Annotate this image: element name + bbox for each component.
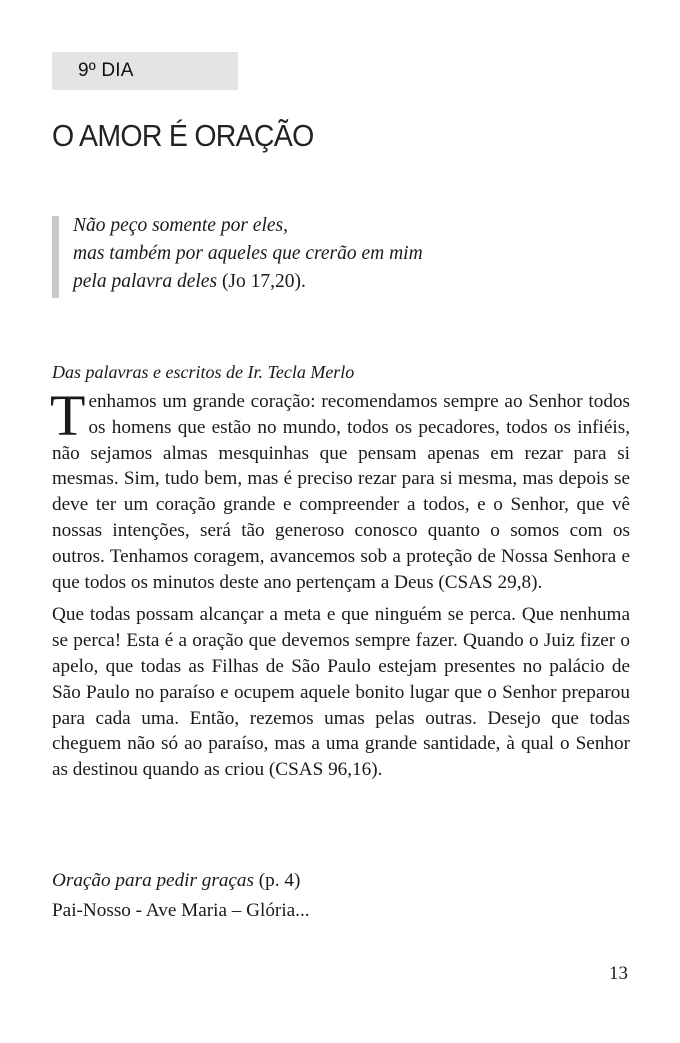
epigraph-line: pela palavra deles: [73, 271, 218, 292]
epigraph-lines: [73, 212, 423, 296]
paragraph: Que todas possam alcançar a meta e que ninguém se perca. Que nenhuma se perca! Esta é a oração que devemos sempre fazer. Quando o Juiz fizer o apelo, que todas as Filhas de São Paulo estejam presentes no palácio de São Paulo no paraíso e ocupem aquele bonito lugar que o Senhor preparou para cada uma. Então, rezemos umas pelas outras. Desejo que todas cheguem não só ao paraíso, mas a uma grande santidade, à qual o Senhor as destinou quando as criou (CSAS 96,16).: [52, 604, 630, 781]
prayer-block: [52, 866, 310, 926]
day-header-bar: [52, 52, 238, 90]
page-title: O AMOR É ORAÇÃO: [52, 118, 314, 153]
prayer-line: Pai-Nosso - Ave Maria – Glória...: [52, 900, 310, 921]
paragraph: [50, 383, 630, 595]
quote-bar: [52, 216, 59, 298]
drop-cap: T: [50, 383, 86, 448]
source-label: Das palavras e escritos de Ir. Tecla Merlo: [52, 362, 355, 382]
epigraph-line: mas também por aqueles que crerão em mim: [73, 243, 423, 264]
day-label: 9º DIA: [78, 60, 134, 81]
epigraph-line-with-reference: [73, 268, 423, 296]
prayer-heading: [52, 866, 310, 896]
epigraph-line: Não peço somente por eles,: [73, 215, 288, 236]
prayer-reference: (p. 4): [254, 870, 301, 891]
paragraph-text: enhamos um grande coração: recomendamos sempre ao Senhor todos os homens que estão no mundo, todos os pecadores, todos os infiéis, não sejamos almas mesquinhas que pensam apenas em rezar para si mesmas. Sim, tudo bem, mas é preciso rezar para si mesma, mas depois se deve ter um coração grande e compreender a todos, e o Senhor, que vê nossas intenções, será tão generoso conosco quanto o somos com os outros. Tenhamos coragem, avancemos sob a proteção de Nossa Senhora e que todos os minutos deste ano pertençam a Deus (CSAS 29,8).: [52, 391, 630, 593]
prayer-title: Oração para pedir graças: [52, 870, 254, 891]
body-text: [50, 383, 630, 790]
page-number: 13: [609, 963, 628, 984]
epigraph-reference: (Jo 17,20).: [217, 271, 306, 292]
